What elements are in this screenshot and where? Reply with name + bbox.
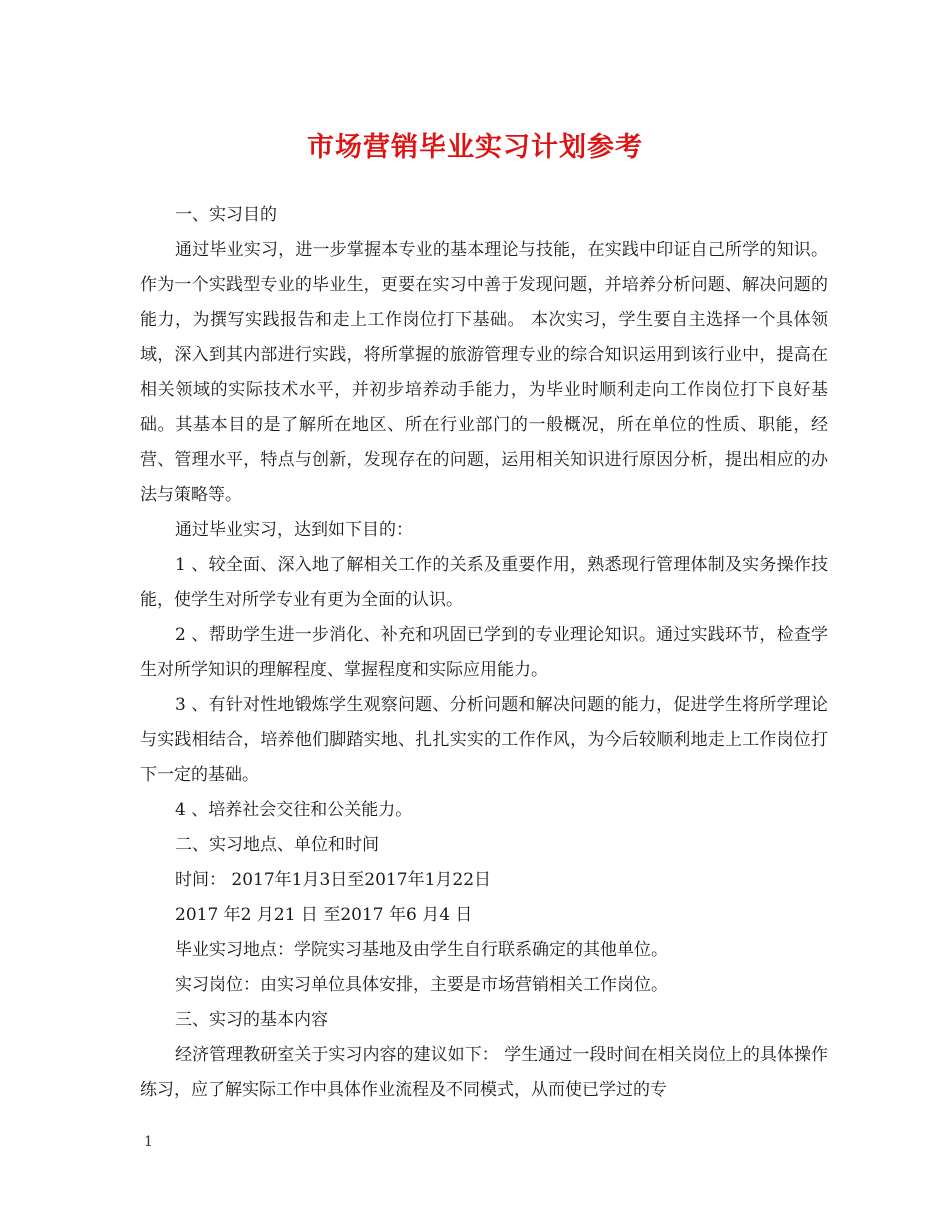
paragraph-position: 实习岗位：由实习单位具体安排，主要是市场营销相关工作岗位。: [175, 975, 668, 995]
paragraph-location: 毕业实习地点：学院实习基地及由学生自行联系确定的其他单位。: [175, 940, 668, 960]
list-item-goal-2: 2 、帮助学生进一步消化、补充和巩固已学到的专业理论知识。通过实践环节，检查学生对所学知识的理解程度、掌握程度和实际应用能力。: [140, 625, 828, 680]
section-heading-content: 三、实习的基本内容: [175, 1010, 328, 1030]
paragraph-purpose: 通过毕业实习，进一步掌握本专业的基本理论与技能，在实践中印证自己所学的知识。作为一个实践型专业的毕业生，更要在实习中善于发现问题，并培养分析问题、解决问题的能力，为撰写实践报告和走上工作岗位打下基础。 本次实习，学生要自主选择一个具体领域，深入到其内部进行实践，将所掌握的旅游管理专业的综合知识运用到该行业中，提高在相关领域的实际技术水平，并初步培养动手能力，为毕业时顺利走向工作岗位打下良好基础。其基本目的是了解所在地区、所在行业部门的一般概况，所在单位的性质、职能，经营、管理水平，特点与创新，发现存在的问题，运用相关知识进行原因分析，提出相应的办法与策略等。: [140, 240, 828, 505]
list-item-goal-4: 4 、培养社会交往和公关能力。: [175, 800, 413, 820]
section-heading-purpose: 一、实习目的: [175, 205, 277, 225]
document-body: [140, 198, 828, 1108]
paragraph-time-2: 2017 年2 月21 日 至2017 年6 月4 日: [175, 905, 473, 925]
paragraph-goals-intro: 通过毕业实习，达到如下目的：: [175, 520, 413, 540]
paragraph-time-1: 时间： 2017年1月3日至2017年1月22日: [175, 870, 492, 890]
page-number: 1: [144, 1134, 153, 1150]
document-title: 市场营销毕业实习计划参考: [307, 132, 643, 163]
section-heading-location: 二、实习地点、单位和时间: [175, 835, 379, 855]
paragraph-content: 经济管理教研室关于实习内容的建议如下： 学生通过一段时间在相关岗位上的具体操作练习，应了解实际工作中具体作业流程及不同模式，从而使已学过的专: [140, 1045, 828, 1100]
list-item-goal-1: 1 、较全面、深入地了解相关工作的关系及重要作用，熟悉现行管理体制及实务操作技能，使学生对所学专业有更为全面的认识。: [140, 555, 828, 610]
list-item-goal-3: 3 、有针对性地锻炼学生观察问题、分析问题和解决问题的能力，促进学生将所学理论与实践相结合，培养他们脚踏实地、扎扎实实的工作作风，为今后较顺利地走上工作岗位打下一定的基础。: [140, 695, 828, 785]
